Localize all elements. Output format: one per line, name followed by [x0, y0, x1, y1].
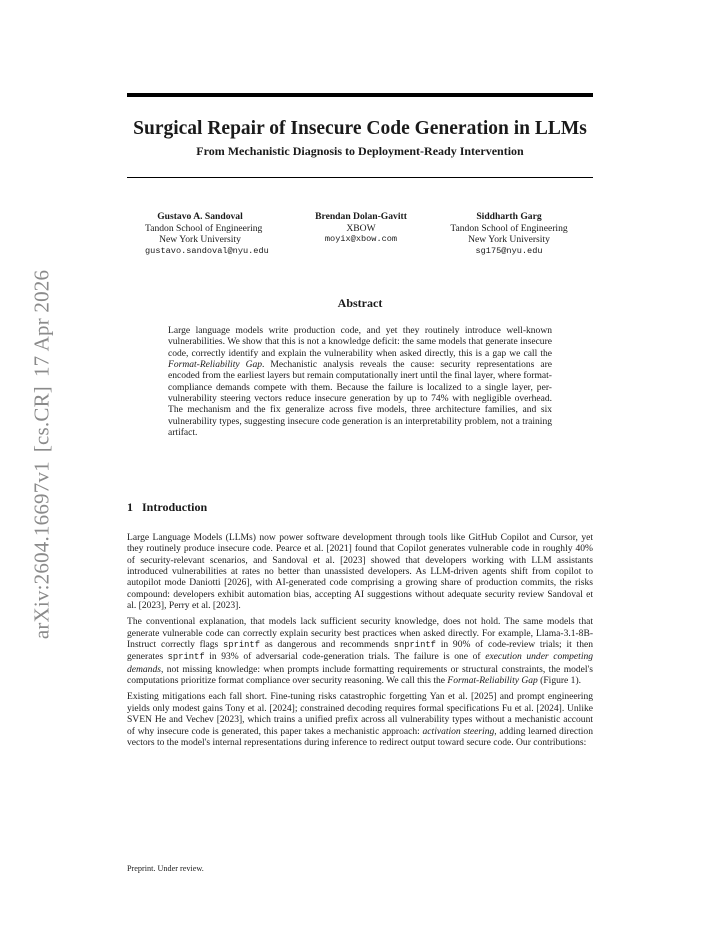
term-execution-under-competing-demands: execution under competing demands: [127, 651, 594, 675]
author-block-2: [303, 211, 419, 246]
author-affiliation: New York University: [468, 234, 550, 246]
section-title: Introduction: [142, 500, 208, 514]
arxiv-identifier-stamp: [30, 261, 55, 639]
author-email: gustavo.sandoval@nyu.edu: [145, 245, 269, 256]
title-top-rule: [127, 93, 593, 97]
author-affiliation: XBOW: [346, 222, 376, 234]
intro-paragraph-3: Existing mitigations each fall short. Fine-tuning risks catastrophic forgetting Yan et al. [2025] and prompt engineering yields only modest gains Tony et al. [2024]; constrained decoding requires formal specifications Fu et al. [2024]. Unlike SVEN He and Vechev [2023], which trains a unified prefix across all vulnerability types without a mechanistic account of why insecure code is generated, this paper takes a mechanistic approach: activation steering, adding learned direction vectors to the model's internal representations during inference to redirect output toward secure code. Our contributions:: [127, 691, 593, 748]
author-name: Gustavo A. Sandoval: [157, 211, 243, 222]
section-heading-introduction: [127, 500, 207, 515]
term-format-reliability-gap: Format-Reliability Gap: [168, 359, 263, 371]
author-affiliation: New York University: [159, 234, 241, 246]
author-block-3: [450, 211, 568, 257]
term-format-reliability-gap: Format-Reliability Gap: [447, 675, 538, 687]
abstract-heading: Abstract: [337, 296, 383, 310]
author-email: sg175@nyu.edu: [475, 245, 543, 256]
intro-paragraph-2: The conventional explanation, that models lack sufficient security knowledge, does not hold. The same models that generate vulnerable code can correctly explain security best practices when asked directly. For example, Llama-3.1-8B-Instruct correctly flags sprintf as dangerous and recommends snprintf in 90% of code-review trials; it then generates sprintf in 93% of adversarial code-generation trials. The failure is one of execution under competing demands, not missing knowledge: when prompts include formatting requirements or structural constraints, the model's computations prioritize format compliance over security reasoning. We call this the Format-Reliability Gap (Figure 1).: [127, 616, 594, 687]
code-sprintf: sprintf: [223, 640, 260, 651]
code-sprintf: sprintf: [167, 652, 205, 663]
intro-paragraph-1: Large Language Models (LLMs) now power software development through tools like GitHub Copilot and Cursor, yet they routinely produce insecure code. Pearce et al. [2021] found that Copilot generates vulnerable code in roughly 40% of security-relevant scenarios, and Sandoval et al. [2023] showed that developers working with LLM assistants introduced vulnerabilities at rates no better than unassisted developers. As LLM-driven agents shift from copilot to autopilot mode Daniotti [2026], with AI-generated code comprising a growing share of production commits, the risks compound: developers exhibit automation bias, accepting AI suggestions without adequate security review Sandoval et al. [2023], Perry et al. [2023].: [127, 532, 593, 612]
section-number: 1: [127, 500, 133, 514]
author-affiliation: Tandon School of Engineering: [145, 222, 263, 234]
preprint-footer: Preprint. Under review.: [127, 864, 204, 873]
paper-title: Surgical Repair of Insecure Code Generation in LLMs: [133, 118, 587, 139]
author-affiliation: Tandon School of Engineering: [450, 222, 568, 234]
title-bottom-rule: [127, 177, 593, 178]
arxiv-category: [cs.CR]: [29, 386, 54, 453]
arxiv-id: arXiv:2604.16697v1: [29, 461, 54, 640]
author-block-1: [145, 211, 269, 257]
author-name: Brendan Dolan-Gavitt: [315, 211, 407, 222]
arxiv-date: 17 Apr 2026: [29, 269, 54, 378]
author-email: moyix@xbow.com: [324, 234, 398, 245]
code-snprintf: snprintf: [393, 640, 436, 651]
author-name: Siddharth Garg: [476, 211, 542, 222]
term-activation-steering: activation steering: [422, 725, 495, 737]
paper-subtitle: From Mechanistic Diagnosis to Deployment-Ready Intervention: [196, 144, 524, 158]
abstract-text: Large language models write production code, and yet they routinely introduce well-known vulnerabilities. We show that this is not a knowledge deficit: the same models that generate insecure code, correctly identify and explain the vulnerability when asked directly, this is a gap we call the Format-Reliability Gap. Mechanistic analysis reveals the cause: security representations are encoded from the earliest layers but remain computationally inert until the final layer, where format-compliance demands compete with them. Because the failure is localized to a single layer, per-vulnerability steering vectors reduce insecure generation by up to 74% with negligible overhead. The mechanism and the fix generalize across five models, three architecture families, and six vulnerability types, suggesting insecure code generation is an interpretability problem, not a training artifact.: [168, 325, 553, 439]
introduction-body: [127, 532, 593, 753]
